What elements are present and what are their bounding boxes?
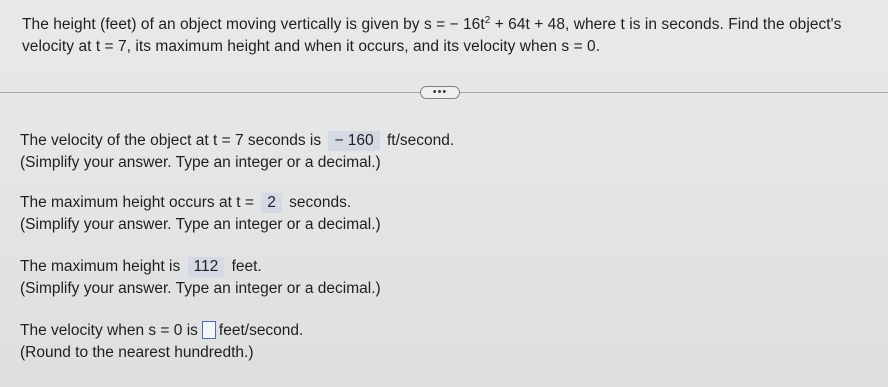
answer-prefix: The velocity when s = 0 is xyxy=(20,322,198,339)
answer-row xyxy=(20,256,381,278)
answer-velocity-t7 xyxy=(20,130,454,174)
answer-hint: (Simplify your answer. Type an integer or a decimal.) xyxy=(20,280,381,297)
answer-input-velocity[interactable]: − 160 xyxy=(328,131,379,151)
question-text xyxy=(22,14,882,58)
answer-suffix: seconds. xyxy=(289,194,352,211)
question-line-1 xyxy=(22,14,882,36)
answer-input-time[interactable]: 2 xyxy=(261,193,282,213)
show-more-button[interactable]: ••• xyxy=(420,86,460,99)
answer-suffix: feet. xyxy=(231,258,262,275)
answer-hint: (Round to the nearest hundredth.) xyxy=(20,344,254,361)
answer-row xyxy=(20,320,303,342)
answer-suffix: feet/second. xyxy=(218,322,304,339)
answer-suffix: ft/second. xyxy=(386,132,455,149)
answer-row xyxy=(20,130,454,152)
answer-prefix: The velocity of the object at t = 7 seconds is xyxy=(20,132,322,149)
answer-prefix: The maximum height occurs at t = xyxy=(20,194,254,211)
answer-hint: (Simplify your answer. Type an integer or a decimal.) xyxy=(20,154,381,171)
answer-row xyxy=(20,192,381,214)
answer-max-height xyxy=(20,256,381,300)
answer-input-height[interactable]: 112 xyxy=(188,257,225,277)
answer-prefix: The maximum height is xyxy=(20,258,181,275)
question-line-2: velocity at t = 7, its maximum height and when it occurs, and its velocity when s = 0. xyxy=(22,38,601,55)
answer-input-velocity-s0[interactable] xyxy=(202,321,216,339)
answer-max-height-time xyxy=(20,192,381,236)
answer-hint: (Simplify your answer. Type an integer or a decimal.) xyxy=(20,216,381,233)
question-line-1-start: The height (feet) of an object moving vertically is given by s = − 16t xyxy=(22,16,485,33)
answer-velocity-s0 xyxy=(20,320,303,364)
question-line-1-end: + 64t + 48, where t is in seconds. Find the object's xyxy=(490,16,842,33)
exponent: 2 xyxy=(484,15,491,26)
